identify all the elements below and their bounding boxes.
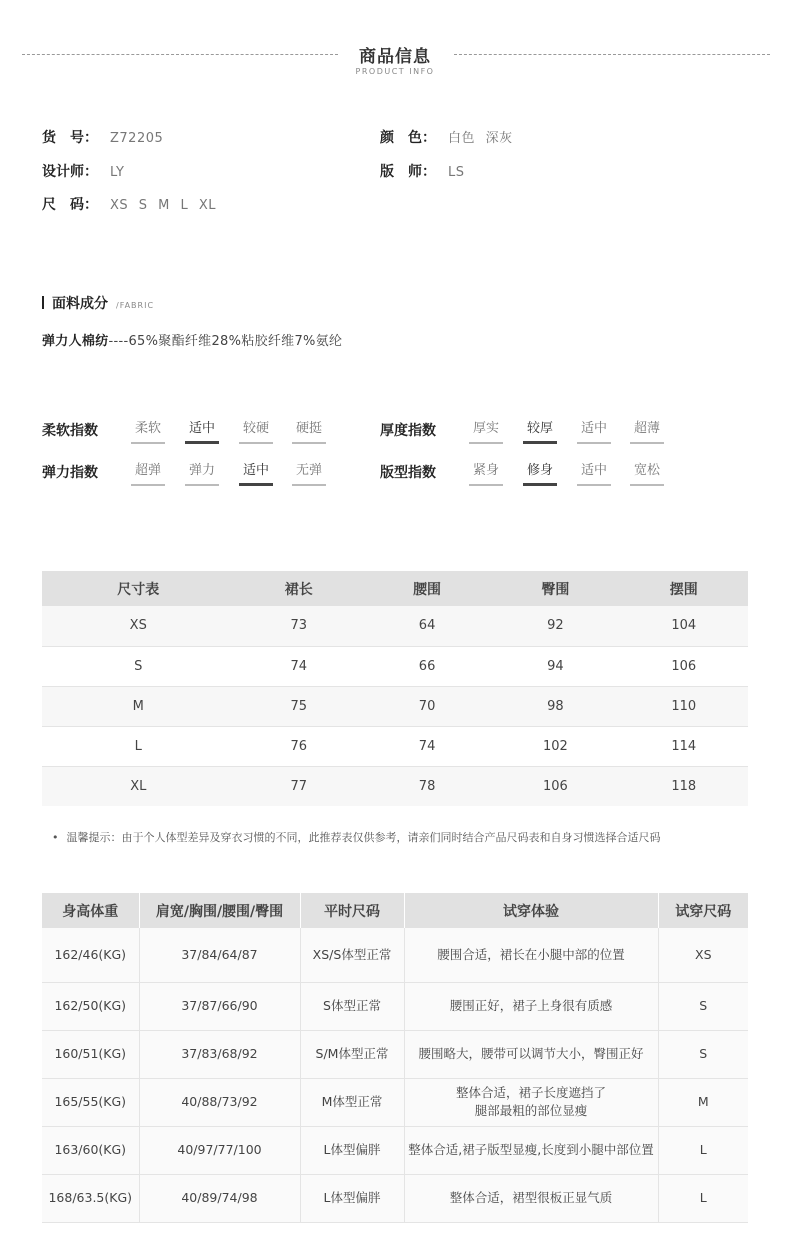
- table-cell: L: [658, 1174, 748, 1222]
- table-row: [42, 1030, 748, 1078]
- size-tip-text: 温馨提示：由于个人体型差异及穿衣习惯的不同，此推荐表仅供参考，请亲们同时结合产品尺码表和自身习惯选择合适尺码: [66, 831, 661, 844]
- table-cell: 37/87/66/90: [139, 982, 300, 1030]
- index-elasticity-option: 超弹: [131, 462, 165, 486]
- index-thickness-option: 适中: [577, 420, 611, 444]
- bullet-icon: •: [52, 831, 59, 844]
- table-cell: 腰围正好，裙子上身很有质感: [404, 982, 658, 1030]
- table-cell: L: [42, 726, 235, 766]
- table-cell: S: [42, 646, 235, 686]
- fabric-name: 弹力人棉纺: [42, 334, 109, 349]
- table-cell: 104: [620, 606, 748, 646]
- table-cell: 64: [363, 606, 491, 646]
- info-designer-value: LY: [110, 165, 125, 180]
- table-row: [42, 1078, 748, 1126]
- size-chart-table: [42, 571, 748, 806]
- info-size-value: XS S M L XL: [110, 198, 217, 213]
- table-row: [42, 606, 748, 646]
- index-thickness-label: 厚度指数: [380, 423, 436, 439]
- table-cell: S: [658, 982, 748, 1030]
- table-cell: 40/89/74/98: [139, 1174, 300, 1222]
- table-cell: L体型偏胖: [300, 1174, 404, 1222]
- fabric-composition: ----65%聚酯纤维28%粘胶纤维7%氨纶: [108, 334, 343, 349]
- size-chart-header: 尺寸表: [42, 571, 235, 606]
- fit-table-header: 平时尺码: [300, 893, 404, 928]
- fit-table-header: 试穿体验: [404, 893, 658, 928]
- table-cell: S体型正常: [300, 982, 404, 1030]
- index-softness: [42, 420, 362, 444]
- index-elasticity-option: 适中: [239, 462, 273, 486]
- table-cell: 92: [491, 606, 619, 646]
- table-row: [42, 766, 748, 806]
- table-cell: XS/S体型正常: [300, 928, 404, 982]
- table-cell: L体型偏胖: [300, 1126, 404, 1174]
- info-designer-label: 设计师：: [42, 164, 98, 180]
- table-cell: XS: [42, 606, 235, 646]
- table-cell: 整体合适,裙子版型显瘦,长度到小腿中部位置: [404, 1126, 658, 1174]
- size-chart-header-row: [42, 571, 748, 606]
- table-cell: 74: [363, 726, 491, 766]
- table-cell: 37/83/68/92: [139, 1030, 300, 1078]
- size-chart-header: 腰围: [363, 571, 491, 606]
- fit-note-line: 整体合适，裙子长度遮挡了: [455, 1085, 606, 1100]
- size-chart-header: 裙长: [235, 571, 363, 606]
- fabric-title: 面料成分: [52, 296, 108, 312]
- table-cell: M: [658, 1078, 748, 1126]
- fit-table-header: 肩宽/胸围/腰围/臀围: [139, 893, 300, 928]
- fit-note-line: 腿部最粗的部位显瘦: [474, 1103, 588, 1118]
- index-thickness: [380, 420, 700, 444]
- table-row: [42, 928, 748, 982]
- info-pattern-maker-label: 版 师：: [380, 164, 436, 180]
- fit-experience-table: [42, 893, 748, 1223]
- page-title: 商品信息: [359, 47, 431, 67]
- info-sku: [42, 128, 163, 148]
- table-row: [42, 686, 748, 726]
- table-row: [42, 982, 748, 1030]
- index-fit-option: 宽松: [630, 462, 664, 486]
- table-cell: 73: [235, 606, 363, 646]
- table-cell: 160/51(KG): [42, 1030, 139, 1078]
- table-cell: 102: [491, 726, 619, 766]
- info-sku-label: 货 号：: [42, 130, 98, 146]
- info-pattern-maker: [380, 162, 465, 182]
- table-cell: 168/63.5(KG): [42, 1174, 139, 1222]
- fabric-heading: [42, 293, 154, 313]
- table-cell: XL: [42, 766, 235, 806]
- table-cell: 106: [620, 646, 748, 686]
- table-cell: M体型正常: [300, 1078, 404, 1126]
- index-thickness-option: 较厚: [523, 420, 557, 444]
- index-fit-label: 版型指数: [380, 465, 436, 481]
- size-tip: [52, 829, 661, 845]
- table-cell: 70: [363, 686, 491, 726]
- table-cell: L: [658, 1126, 748, 1174]
- table-row: [42, 646, 748, 686]
- table-cell: S/M体型正常: [300, 1030, 404, 1078]
- table-cell: 78: [363, 766, 491, 806]
- index-softness-option: 适中: [185, 420, 219, 444]
- table-cell: 110: [620, 686, 748, 726]
- size-chart-header: 臀围: [491, 571, 619, 606]
- table-row: [42, 1174, 748, 1222]
- fabric-description: [42, 330, 342, 349]
- index-fit: [380, 462, 700, 486]
- heading-bar: [42, 296, 44, 309]
- table-cell: S: [658, 1030, 748, 1078]
- page-subtitle: PRODUCT INFO: [355, 67, 435, 76]
- index-fit-option: 紧身: [469, 462, 503, 486]
- index-fit-option: 修身: [523, 462, 557, 486]
- table-cell: 114: [620, 726, 748, 766]
- table-cell: 75: [235, 686, 363, 726]
- index-elasticity-label: 弹力指数: [42, 465, 98, 481]
- table-cell: 162/46(KG): [42, 928, 139, 982]
- table-cell: 40/97/77/100: [139, 1126, 300, 1174]
- index-thickness-option: 厚实: [469, 420, 503, 444]
- size-chart-header: 摆围: [620, 571, 748, 606]
- table-cell: [404, 1078, 658, 1126]
- fabric-subtitle: /FABRIC: [116, 301, 155, 310]
- table-cell: 162/50(KG): [42, 982, 139, 1030]
- table-row: [42, 726, 748, 766]
- index-fit-option: 适中: [577, 462, 611, 486]
- table-cell: 163/60(KG): [42, 1126, 139, 1174]
- info-sku-value: Z72205: [110, 131, 164, 146]
- info-pattern-maker-value: LS: [448, 165, 465, 180]
- table-cell: 77: [235, 766, 363, 806]
- fit-table-header-row: [42, 893, 748, 928]
- index-elasticity-option: 无弹: [292, 462, 326, 486]
- table-cell: 腰围合适，裙长在小腿中部的位置: [404, 928, 658, 982]
- table-row: [42, 1126, 748, 1174]
- table-cell: 腰围略大，腰带可以调节大小，臀围正好: [404, 1030, 658, 1078]
- info-designer: [42, 162, 124, 182]
- table-cell: 76: [235, 726, 363, 766]
- info-color-value: 白色 深灰: [448, 131, 513, 146]
- info-size-label: 尺 码：: [42, 197, 98, 213]
- info-size: [42, 195, 216, 215]
- fit-table-header: 身高体重: [42, 893, 139, 928]
- index-elasticity-option: 弹力: [185, 462, 219, 486]
- section-header: [0, 40, 790, 80]
- fit-table-header: 试穿尺码: [658, 893, 748, 928]
- table-cell: 66: [363, 646, 491, 686]
- table-cell: 118: [620, 766, 748, 806]
- table-cell: 165/55(KG): [42, 1078, 139, 1126]
- index-softness-label: 柔软指数: [42, 423, 98, 439]
- table-cell: XS: [658, 928, 748, 982]
- table-cell: 37/84/64/87: [139, 928, 300, 982]
- index-softness-option: 较硬: [239, 420, 273, 444]
- index-softness-option: 硬挺: [292, 420, 326, 444]
- table-cell: 94: [491, 646, 619, 686]
- table-cell: M: [42, 686, 235, 726]
- info-color: [380, 128, 513, 148]
- index-softness-option: 柔软: [131, 420, 165, 444]
- table-cell: 整体合适，裙型很板正显气质: [404, 1174, 658, 1222]
- index-elasticity: [42, 462, 362, 486]
- table-cell: 74: [235, 646, 363, 686]
- table-cell: 106: [491, 766, 619, 806]
- info-color-label: 颜 色：: [380, 130, 436, 146]
- table-cell: 40/88/73/92: [139, 1078, 300, 1126]
- table-cell: 98: [491, 686, 619, 726]
- index-thickness-option: 超薄: [630, 420, 664, 444]
